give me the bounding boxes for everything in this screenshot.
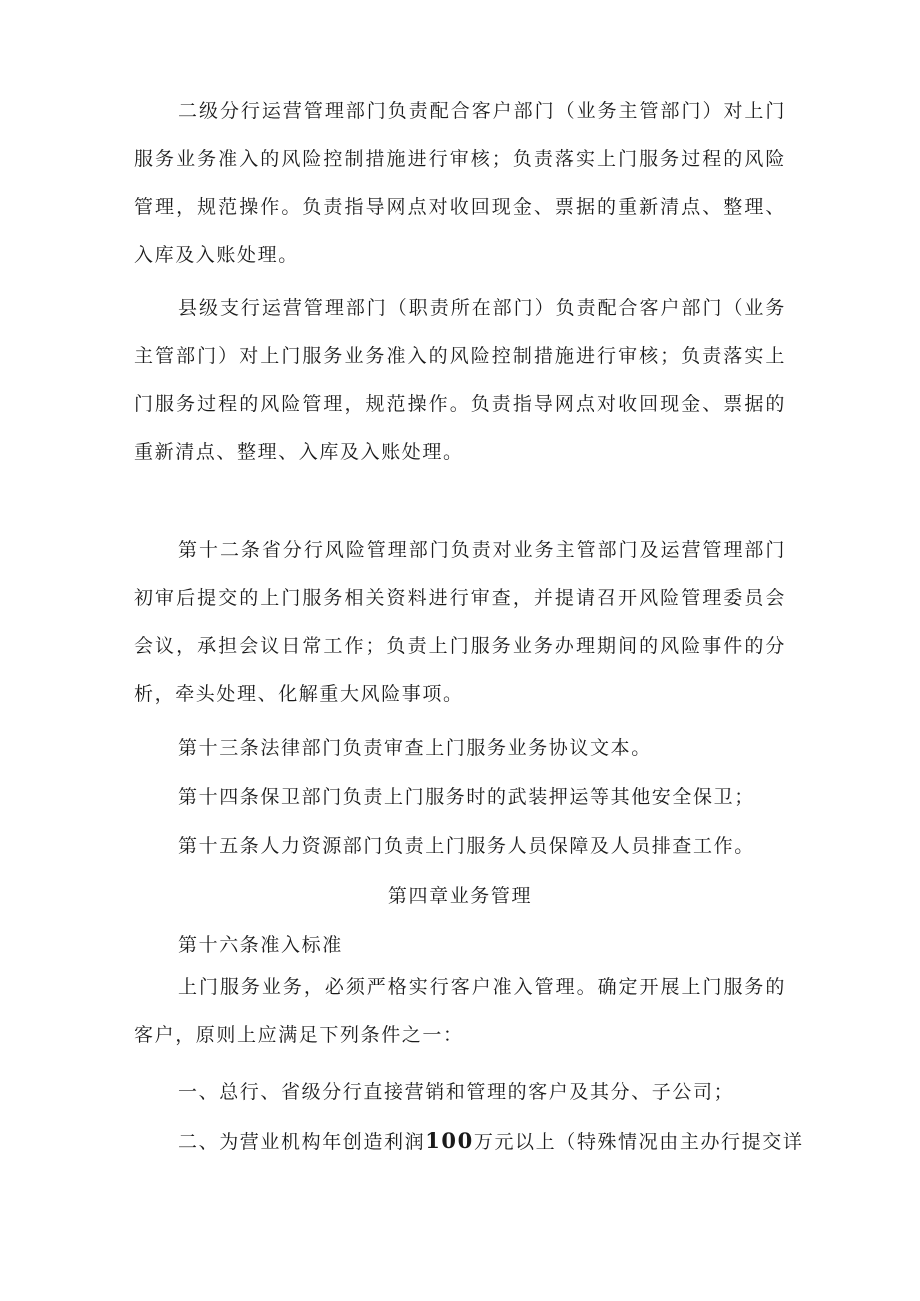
paragraph-article-16: 第十六条准入标准 xyxy=(178,934,343,956)
paragraph-article-13: 第十三条法律部门负责审查上门服务业务协议文本。 xyxy=(178,737,652,759)
condition-2-text-end: 万元以上（特殊情况由主办行提交详 xyxy=(473,1131,804,1153)
paragraph-article-12: 第十二条省分行风险管理部门负责对业务主管部门及运营管理部门初审后提交的上门服务相关资料进行审查，并提请召开风险管理委员会会议，承担会议日常工作；负责上门服务业务办理期间的风险事件的分析，牵头处理、化解重大风险事项。 xyxy=(134,539,786,705)
list-item-condition-1: 一、总行、省级分行直接营销和管理的客户及其分、子公司； xyxy=(178,1081,735,1103)
paragraph-county-branch-ops: 县级支行运营管理部门（职责所在部门）负责配合客户部门（业务主管部门）对上门服务业务准入的风险控制措施进行审核；负责落实上门服务过程的风险管理，规范操作。负责指导网点对收回现金、票据的重新清点、整理、入库及入账处理。 xyxy=(134,297,786,463)
paragraph-article-15: 第十五条人力资源部门负责上门服务人员保障及人员排查工作。 xyxy=(178,835,755,857)
condition-2-text-start: 二、为营业机构年创造利润 xyxy=(178,1131,426,1153)
paragraph-second-level-branch-ops: 二级分行运营管理部门负责配合客户部门（业务主管部门）对上门服务业务准入的风险控制措施进行审核；负责落实上门服务过程的风险管理，规范操作。负责指导网点对收回现金、票据的重新清点、整理、入库及入账处理。 xyxy=(134,100,786,266)
paragraph-article-14: 第十四条保卫部门负责上门服务时的武装押运等其他安全保卫； xyxy=(178,786,755,808)
paragraph-admission-management: 上门服务业务，必须严格实行客户准入管理。确定开展上门服务的客户，原则上应满足下列条件之一： xyxy=(134,976,786,1046)
list-item-condition-2 xyxy=(178,1126,804,1157)
profit-amount: 100 xyxy=(425,1128,474,1153)
chapter-heading: 第四章业务管理 xyxy=(387,885,533,907)
